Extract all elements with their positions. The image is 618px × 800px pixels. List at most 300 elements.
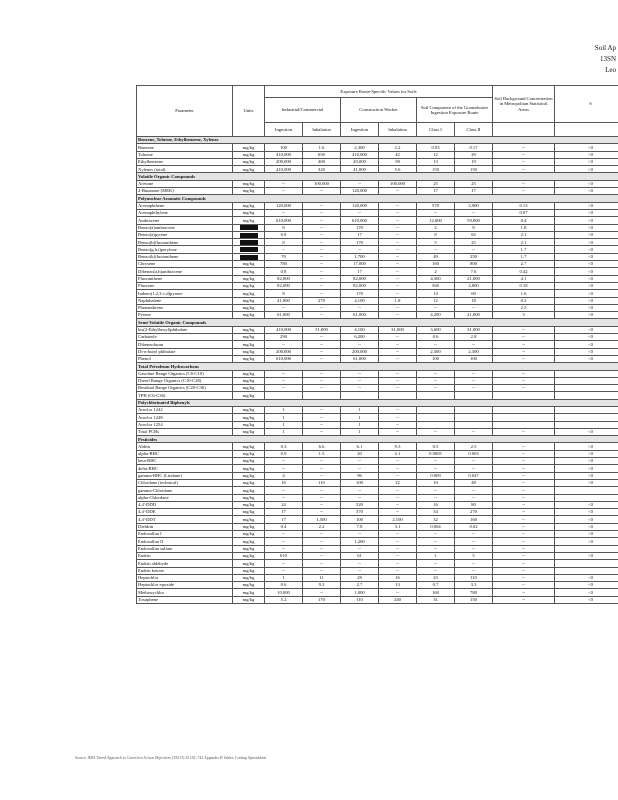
table-row — [137, 304, 618, 311]
value-cell: 41,000 — [265, 297, 303, 304]
value-cell: <0 — [555, 209, 618, 216]
section-header-row — [137, 319, 618, 326]
value-cell: 1.7 — [493, 253, 555, 260]
section-title: Benzene, Toluene, Ethylbenzene, Xylenes — [137, 137, 618, 144]
value-cell: 8 — [417, 231, 455, 238]
value-cell: -- — [303, 538, 341, 545]
table-row — [137, 202, 618, 209]
table-row — [137, 552, 618, 559]
value-cell: <0 — [555, 202, 618, 209]
value-cell: 4 — [265, 472, 303, 479]
unit-cell: mg/kg — [233, 472, 265, 479]
value-cell: 21,000 — [455, 312, 493, 319]
value-cell: 32 — [417, 516, 455, 523]
value-cell: -- — [379, 494, 417, 501]
header-last-blank — [555, 123, 618, 137]
value-cell: -- — [417, 341, 455, 348]
parameter-cell: bis(2-Ethylhexyl)phthalate — [137, 326, 233, 333]
parameter-cell: Fluorene — [137, 282, 233, 289]
table-row — [137, 414, 618, 421]
unit-cell: mg/kg — [233, 465, 265, 472]
table-row — [137, 209, 618, 216]
parameter-cell: Benzo(k)fluoranthene — [137, 253, 233, 260]
value-cell: 31,000 — [455, 326, 493, 333]
table-row — [137, 509, 618, 516]
table-row — [137, 458, 618, 465]
value-cell: 8 — [265, 239, 303, 246]
value-cell: -- — [455, 531, 493, 538]
value-cell: -- — [493, 531, 555, 538]
value-cell: -- — [303, 202, 341, 209]
value-cell: -- — [493, 567, 555, 574]
value-cell: -- — [265, 494, 303, 501]
footer-source: Source: IEPA Tiered Approach to Corrective Action Objectives (TACO) 35 IAC 742 Appendix B Tables; Lookup Spreadsheet — [75, 756, 267, 760]
parameter-cell: Carbazole — [137, 334, 233, 341]
unit-cell: mg/kg — [233, 567, 265, 574]
unit-cell: mg/kg — [233, 538, 265, 545]
value-cell: -- — [379, 334, 417, 341]
value-cell: 17 — [455, 188, 493, 195]
parameter-cell: Toxaphene — [137, 596, 233, 603]
table-row — [137, 246, 618, 253]
value-cell: -- — [493, 428, 555, 435]
value-cell: 2,300 — [417, 348, 455, 355]
value-cell: -- — [303, 268, 341, 275]
value-cell: 6.6 — [303, 443, 341, 450]
value-cell: <0 — [555, 341, 618, 348]
value-cell: -- — [379, 348, 417, 355]
value-cell: -- — [303, 428, 341, 435]
section-header-row — [137, 195, 618, 202]
value-cell — [493, 421, 555, 428]
value-cell: 31,000 — [379, 326, 417, 333]
value-cell: -- — [379, 246, 417, 253]
value-cell: <0 — [555, 523, 618, 530]
value-cell: <0 — [555, 158, 618, 165]
value-cell: <0 — [555, 151, 618, 158]
value-cell — [455, 414, 493, 421]
value-cell — [417, 392, 455, 399]
value-cell: 61,000 — [341, 312, 379, 319]
value-cell: <0 — [555, 231, 618, 238]
value-cell: 61 — [341, 552, 379, 559]
header-class-1: Class I — [417, 123, 455, 137]
table-row — [137, 144, 618, 151]
corner-title-line-2: 13SN — [600, 55, 616, 63]
table-row — [137, 275, 618, 282]
value-cell: 10 — [417, 479, 455, 486]
unit-cell: mg/kg — [233, 523, 265, 530]
value-cell: 1 — [417, 552, 455, 559]
value-cell: -- — [493, 582, 555, 589]
value-cell: 17 — [341, 231, 379, 238]
value-cell: -- — [303, 282, 341, 289]
corner-title-line-1: Soil Ap — [594, 44, 616, 52]
parameter-cell: alpha-Chlordane — [137, 494, 233, 501]
table-row — [137, 589, 618, 596]
value-cell: <0 — [555, 450, 618, 457]
value-cell: -- — [379, 202, 417, 209]
value-cell: 5 — [417, 239, 455, 246]
value-cell: -- — [493, 589, 555, 596]
value-cell: 150 — [455, 596, 493, 603]
value-cell: 120,000 — [341, 202, 379, 209]
value-cell: 29 — [455, 151, 493, 158]
unit-cell: mg/kg — [233, 312, 265, 319]
unit-cell: mg/kg — [233, 494, 265, 501]
unit-cell: mg/kg — [233, 370, 265, 377]
value-cell: 2.1 — [493, 239, 555, 246]
value-cell: -- — [303, 414, 341, 421]
unit-cell: mg/kg — [233, 334, 265, 341]
value-cell: -- — [493, 494, 555, 501]
value-cell: <0 — [555, 538, 618, 545]
header-ind-inhalation: Inhalation — [303, 123, 341, 137]
value-cell: -- — [493, 516, 555, 523]
value-cell: 48 — [455, 479, 493, 486]
value-cell: -- — [493, 385, 555, 392]
parameter-cell: Acenaphthylene — [137, 209, 233, 216]
value-cell: <0 — [555, 574, 618, 581]
redacted-unit-cell — [233, 246, 265, 253]
value-cell: 82,000 — [265, 275, 303, 282]
parameter-cell: Endrin aldehyde — [137, 560, 233, 567]
value-cell: 8 — [265, 224, 303, 231]
table-row — [137, 385, 618, 392]
value-cell: -- — [303, 209, 341, 216]
value-cell — [555, 567, 618, 574]
value-cell: -- — [303, 261, 341, 268]
value-cell: -- — [379, 282, 417, 289]
value-cell: -- — [379, 341, 417, 348]
value-cell: <0 — [555, 297, 618, 304]
header-background-blank — [493, 123, 555, 137]
value-cell: 9.2 — [303, 582, 341, 589]
table-row — [137, 560, 618, 567]
value-cell: 0.8 — [265, 268, 303, 275]
value-cell: -- — [417, 304, 455, 311]
value-cell: 270 — [455, 509, 493, 516]
parameter-cell: Total PCBs — [137, 428, 233, 435]
parameter-cell: Endrin ketone — [137, 567, 233, 574]
value-cell: 560 — [417, 282, 455, 289]
value-cell: -- — [341, 385, 379, 392]
unit-cell: mg/kg — [233, 304, 265, 311]
value-cell: 1.6 — [493, 290, 555, 297]
value-cell: -- — [493, 487, 555, 494]
value-cell: 5.6 — [379, 166, 417, 173]
value-cell — [303, 392, 341, 399]
table-row — [137, 290, 618, 297]
section-title: Polynuclear Aromatic Compounds — [137, 195, 618, 202]
value-cell: -- — [493, 501, 555, 508]
value-cell: 170 — [341, 239, 379, 246]
value-cell: 610,000 — [265, 217, 303, 224]
value-cell: 1.8 — [493, 224, 555, 231]
value-cell: 0.17 — [455, 144, 493, 151]
value-cell: -- — [455, 545, 493, 552]
value-cell: -- — [303, 217, 341, 224]
unit-cell: mg/kg — [233, 188, 265, 195]
value-cell: 2.7 — [493, 261, 555, 268]
header-class-2: Class II — [455, 123, 493, 137]
value-cell: 0.18 — [493, 282, 555, 289]
value-cell: 0.0005 — [417, 450, 455, 457]
parameter-cell: Phenol — [137, 355, 233, 362]
parameter-cell: Xylenes (total) — [137, 166, 233, 173]
value-cell: <0 — [555, 531, 618, 538]
value-cell: -- — [379, 312, 417, 319]
value-cell: -- — [379, 428, 417, 435]
unit-cell: mg/kg — [233, 596, 265, 603]
value-cell: -- — [455, 567, 493, 574]
value-cell: -- — [379, 406, 417, 413]
value-cell: 1,500 — [303, 516, 341, 523]
value-cell: <0 — [555, 224, 618, 231]
value-cell: -- — [493, 523, 555, 530]
value-cell: 0.3 — [265, 443, 303, 450]
parameter-cell: Dibenzo(a,h)anthracene — [137, 268, 233, 275]
value-cell: -- — [455, 494, 493, 501]
value-cell: 69 — [455, 290, 493, 297]
value-cell: -- — [303, 239, 341, 246]
value-cell: <0 — [555, 509, 618, 516]
value-cell: 610 — [265, 552, 303, 559]
value-cell: 2.8 — [455, 334, 493, 341]
value-cell: -- — [379, 552, 417, 559]
value-cell: 96 — [341, 472, 379, 479]
value-cell — [417, 421, 455, 428]
value-cell: <0 — [555, 312, 618, 319]
value-cell: 78 — [265, 253, 303, 260]
value-cell: -- — [303, 421, 341, 428]
value-cell: 25 — [455, 180, 493, 187]
table-row — [137, 261, 618, 268]
value-cell: -- — [455, 370, 493, 377]
value-cell: -- — [379, 370, 417, 377]
value-cell: <0 — [555, 326, 618, 333]
value-cell: -- — [265, 545, 303, 552]
unit-cell: mg/kg — [233, 531, 265, 538]
unit-cell: mg/kg — [233, 348, 265, 355]
unit-cell: mg/kg — [233, 290, 265, 297]
value-cell: -- — [493, 166, 555, 173]
value-cell: -- — [417, 458, 455, 465]
parameter-cell: Chlordane (technical) — [137, 479, 233, 486]
value-cell: 3,600 — [417, 326, 455, 333]
unit-cell: mg/kg — [233, 355, 265, 362]
parameter-cell: Pyrene — [137, 312, 233, 319]
value-cell: 100,000 — [379, 180, 417, 187]
value-cell: -- — [341, 465, 379, 472]
value-cell: 150 — [417, 166, 455, 173]
table-row — [137, 348, 618, 355]
parameter-cell: Aldrin — [137, 443, 233, 450]
header-parameter: Parameter — [137, 86, 233, 137]
value-cell: 610,000 — [265, 355, 303, 362]
value-cell: 12 — [417, 151, 455, 158]
value-cell: -- — [303, 406, 341, 413]
redacted-unit-cell — [233, 239, 265, 246]
value-cell: 4,100 — [341, 297, 379, 304]
value-cell: -- — [493, 465, 555, 472]
value-cell: <0 — [555, 166, 618, 173]
value-cell — [455, 406, 493, 413]
section-header-row — [137, 436, 618, 443]
value-cell: -- — [417, 494, 455, 501]
table-body — [137, 137, 618, 604]
value-cell: -- — [379, 224, 417, 231]
value-cell: -- — [303, 458, 341, 465]
unit-cell: mg/kg — [233, 582, 265, 589]
value-cell: 2 — [417, 268, 455, 275]
value-cell: 2 — [417, 224, 455, 231]
value-cell: <0 — [555, 516, 618, 523]
value-cell: 4,300 — [417, 275, 455, 282]
value-cell: -- — [303, 501, 341, 508]
value-cell: 290 — [265, 334, 303, 341]
value-cell: 0.4 — [265, 523, 303, 530]
value-cell: 200,000 — [265, 158, 303, 165]
value-cell: <0 — [555, 348, 618, 355]
value-cell: 320 — [303, 166, 341, 173]
redaction-block — [240, 240, 258, 245]
value-cell: -- — [493, 158, 555, 165]
value-cell: 0.6 — [417, 334, 455, 341]
value-cell: <0 — [555, 443, 618, 450]
value-cell: 10,000 — [265, 589, 303, 596]
value-cell: 0.42 — [493, 268, 555, 275]
value-cell: 1 — [265, 406, 303, 413]
value-cell: 120,000 — [341, 188, 379, 195]
value-cell: 16 — [265, 479, 303, 486]
redaction-block — [240, 247, 258, 252]
parameter-cell: Aroclor 1254 — [137, 421, 233, 428]
value-cell: -- — [379, 304, 417, 311]
unit-cell: mg/kg — [233, 479, 265, 486]
value-cell: -- — [265, 246, 303, 253]
value-cell: -- — [379, 290, 417, 297]
value-cell: -- — [303, 560, 341, 567]
redaction-block — [240, 233, 258, 238]
value-cell: -- — [417, 385, 455, 392]
value-cell: 20,000 — [341, 158, 379, 165]
table-row — [137, 231, 618, 238]
table-row — [137, 421, 618, 428]
value-cell: -- — [265, 341, 303, 348]
parameter-cell: Aroclor 1242 — [137, 406, 233, 413]
value-cell: 1 — [265, 414, 303, 421]
value-cell: 0.2 — [493, 297, 555, 304]
table-row — [137, 501, 618, 508]
value-cell: 28 — [341, 574, 379, 581]
table-row — [137, 180, 618, 187]
header-ind-ingestion: Ingestion — [265, 123, 303, 137]
value-cell: -- — [341, 370, 379, 377]
value-cell: 110 — [341, 596, 379, 603]
value-cell: 0.003 — [455, 450, 493, 457]
table-row — [137, 253, 618, 260]
value-cell — [417, 406, 455, 413]
value-cell: 0.047 — [455, 472, 493, 479]
value-cell: 6,200 — [341, 334, 379, 341]
parameter-cell: Dieldrin — [137, 523, 233, 530]
unit-cell: mg/kg — [233, 560, 265, 567]
value-cell: -- — [493, 151, 555, 158]
value-cell: -- — [493, 545, 555, 552]
table-row — [137, 188, 618, 195]
value-cell: 2,800 — [455, 282, 493, 289]
parameter-cell: Phenanthrene — [137, 304, 233, 311]
parameter-cell: alpha-BHC — [137, 450, 233, 457]
table-row — [137, 151, 618, 158]
value-cell: -- — [341, 560, 379, 567]
value-cell: -- — [493, 552, 555, 559]
unit-cell: mg/kg — [233, 166, 265, 173]
redaction-block — [240, 225, 258, 230]
value-cell: <0 — [555, 501, 618, 508]
value-cell — [555, 406, 618, 413]
value-cell: 2.5 — [493, 304, 555, 311]
parameter-cell: Endosulfan I — [137, 531, 233, 538]
parameter-cell: Fluoranthene — [137, 275, 233, 282]
value-cell: -- — [341, 209, 379, 216]
value-cell: -- — [493, 370, 555, 377]
value-cell — [555, 494, 618, 501]
value-cell: 54 — [417, 509, 455, 516]
value-cell: <0 — [555, 552, 618, 559]
table-row — [137, 370, 618, 377]
value-cell: 49 — [417, 253, 455, 260]
table-row — [137, 487, 618, 494]
table-row — [137, 443, 618, 450]
value-cell: -- — [455, 341, 493, 348]
value-cell: -- — [265, 538, 303, 545]
value-cell: 2.7 — [341, 582, 379, 589]
value-cell — [341, 392, 379, 399]
value-cell: -- — [455, 246, 493, 253]
value-cell: -- — [455, 377, 493, 384]
value-cell: -- — [379, 560, 417, 567]
value-cell: 0.8 — [265, 231, 303, 238]
value-cell: -- — [379, 589, 417, 596]
section-header-row — [137, 173, 618, 180]
value-cell: -- — [455, 538, 493, 545]
table-row — [137, 166, 618, 173]
unit-cell: mg/kg — [233, 158, 265, 165]
value-cell: -- — [379, 355, 417, 362]
value-cell: 17 — [265, 509, 303, 516]
parameter-cell: Chrysene — [137, 261, 233, 268]
table-row — [137, 224, 618, 231]
value-cell: -- — [455, 304, 493, 311]
value-cell: 13 — [379, 582, 417, 589]
value-cell: -- — [303, 370, 341, 377]
value-cell: -- — [493, 188, 555, 195]
value-cell — [555, 377, 618, 384]
value-cell: -- — [341, 246, 379, 253]
unit-cell: mg/kg — [233, 297, 265, 304]
table-row — [137, 545, 618, 552]
value-cell: 1 — [265, 574, 303, 581]
value-cell: 160 — [455, 516, 493, 523]
value-cell: 9.3 — [379, 443, 417, 450]
value-cell: -- — [303, 494, 341, 501]
value-cell: 17,000 — [341, 261, 379, 268]
value-cell: -- — [455, 428, 493, 435]
table-row — [137, 341, 618, 348]
unit-cell: mg/kg — [233, 275, 265, 282]
